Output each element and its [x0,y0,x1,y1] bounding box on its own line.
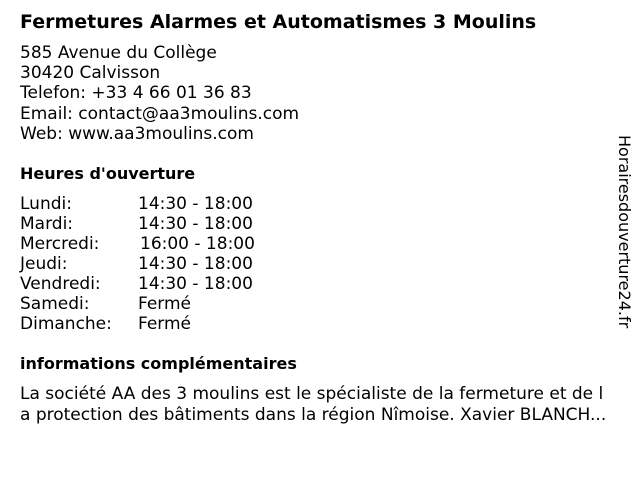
address-street: 585 Avenue du Collège [20,43,217,63]
day-hours: 14:30 - 18:00 [138,194,253,214]
hours-heading: Heures d'ouverture [20,164,196,183]
day-label: Samedi: [20,294,90,314]
description-line: a protection des bâtiments dans la région Nîmoise. Xavier BLANCH... [20,405,607,425]
day-hours: 16:00 - 18:00 [140,234,255,254]
site-watermark: Horairesdouverture24.fr [615,135,634,329]
email-line: Email: contact@aa3moulins.com [20,103,300,124]
day-hours: 14:30 - 18:00 [138,254,253,274]
day-hours: 14:30 - 18:00 [138,214,253,234]
day-hours: 14:30 - 18:00 [138,274,253,294]
day-label: Lundi: [20,194,72,214]
contact-block [20,43,299,144]
info-heading: informations complémentaires [20,354,297,373]
phone-line: Telefon: +33 4 66 01 36 83 [20,83,252,104]
day-label: Mercredi: [20,234,100,254]
business-title: Fermetures Alarmes et Automatismes 3 Moulins [20,11,537,33]
web-line: Web: www.aa3moulins.com [20,123,254,144]
day-label: Dimanche: [20,314,112,334]
description-text [20,384,620,426]
day-hours: Fermé [138,314,192,334]
day-hours: Fermé [138,294,192,314]
day-label: Jeudi: [20,254,68,274]
address-city: 30420 Calvisson [20,63,161,84]
description-line: La société AA des 3 moulins est le spécialiste de la fermeture et de l [20,384,604,404]
day-label: Mardi: [20,214,74,234]
day-label: Vendredi: [20,274,101,294]
